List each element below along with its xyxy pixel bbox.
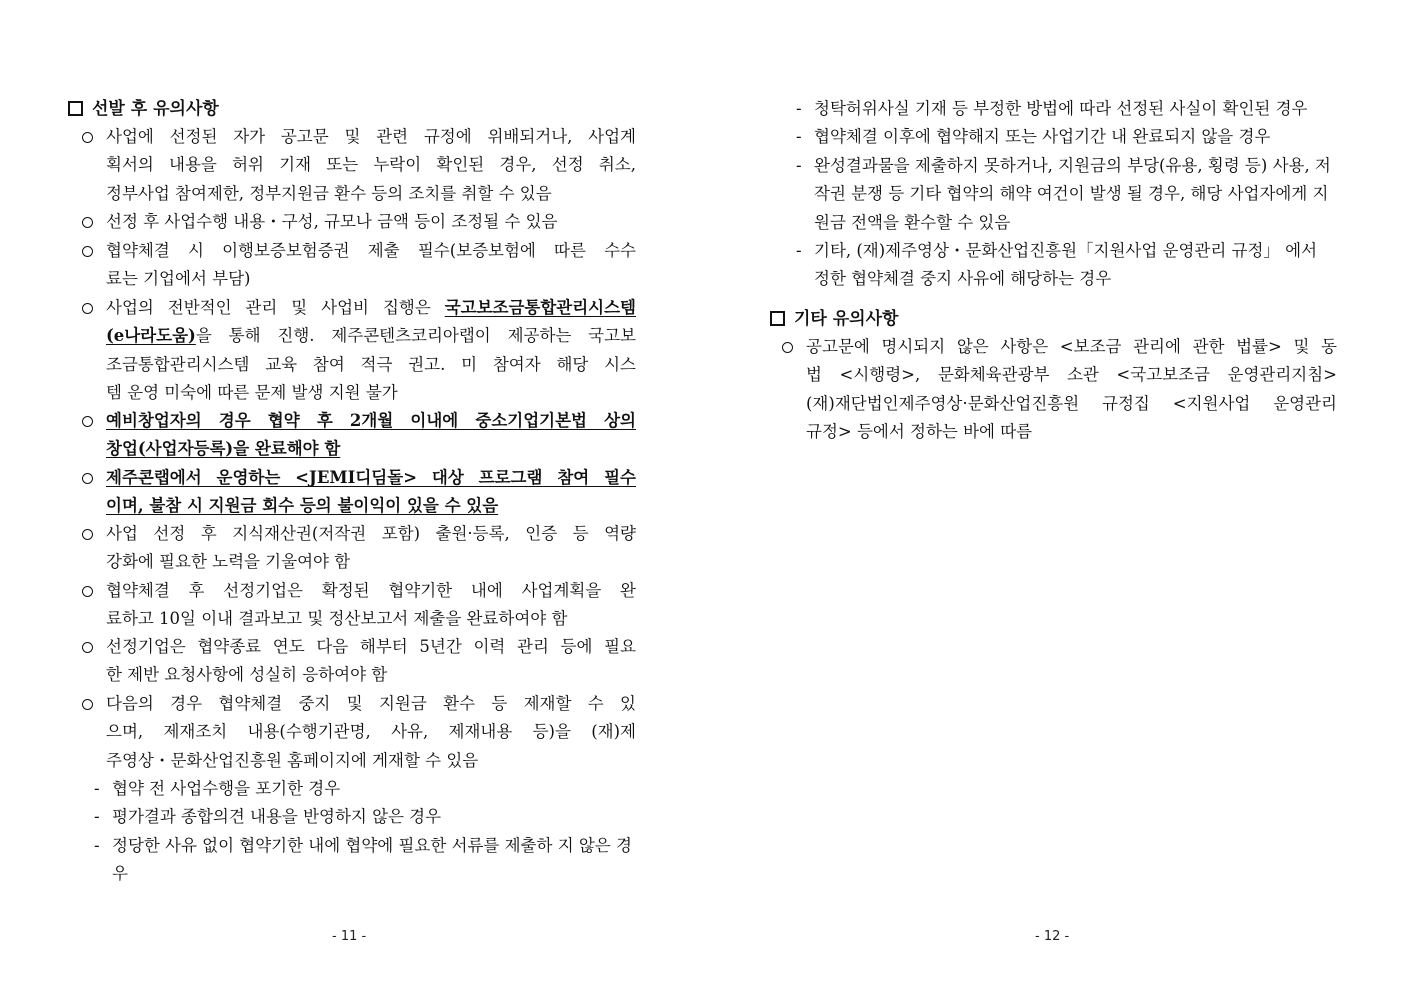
dash-item: - 협약체결 이후에 협약해지 또는 사업기간 내 완료되지 않을 경우 <box>796 127 1271 146</box>
list-item: 사업에 선정된 자가 공고문 및 관련 규정에 위배되거나, 사업계 획서의 내용을 허위 기재 또는 누락이 확인된 경우, 선정 취소, 정부사업 참여제한, 정부지원금 환수 등의 조치를 취할 수 있음 <box>82 123 636 208</box>
dash-item: - 협약 전 사업수행을 포기한 경우 <box>94 779 341 798</box>
list-item: 다음의 경우 협약체결 중지 및 지원금 환수 등 제재할 수 있 으며, 제재조치 내용(수행기관명, 사유, 제재내용 등)을 (재)제 주영상・문화산업진흥원 홈페이지에 게재할 수 있음 <box>82 690 636 775</box>
left-page <box>0 0 700 992</box>
list-item: 협약체결 후 선정기업은 확정된 협약기한 내에 사업계획을 완 료하고 10일 이내 결과보고 및 정산보고서 제출을 완료하여야 함 <box>82 577 636 634</box>
circle-bullet-icon <box>82 586 93 597</box>
list-item: 협약체결 시 이행보증보험증권 제출 필수(보증보험에 따른 수수 료는 기업에서 부담) <box>82 237 636 294</box>
dash-item: - 청탁허위사실 기재 등 부정한 방법에 따라 선정된 사실이 확인된 경우 <box>796 99 1308 118</box>
checkbox-square-icon <box>770 311 785 326</box>
circle-bullet-icon <box>82 416 93 427</box>
emphasis-system-name: 국고보조금통합관리시스템 <box>444 298 636 317</box>
circle-bullet-icon <box>82 303 93 314</box>
emphasis-system-short-name: (e나라도움) <box>106 326 196 346</box>
list-item-emphasized: 제주콘랩에서 운영하는 <JEMI디딤돌> 대상 프로그램 참여 필수 이며, 불참 시 지원금 회수 등의 불이익이 있을 수 있음 <box>82 464 636 521</box>
list-item: 선정기업은 협약종료 연도 다음 해부터 5년간 이력 관리 등에 필요 한 제반 요청사항에 성실히 응하여야 함 <box>82 633 636 690</box>
circle-bullet-icon <box>82 473 93 484</box>
page-number: - 11 - <box>332 929 367 944</box>
circle-bullet-icon <box>82 132 93 143</box>
dash-item: - 정당한 사유 없이 협약기한 내에 협약에 필요한 서류를 제출하 지 않은 경우 <box>94 836 632 884</box>
list-item: 사업 선정 후 지식재산권(저작권 포함) 출원·등록, 인증 등 역량 강화에 필요한 노력을 기울여야 함 <box>82 520 636 577</box>
circle-bullet-icon <box>82 217 93 228</box>
dash-item: - 완성결과물을 제출하지 못하거나, 지원금의 부당(유용, 횡령 등) 사용, 저작권 분쟁 등 기타 협약의 해약 여건이 발생 될 경우, 해당 사업자에게 지원금 전액을 환수할 수 있음 <box>796 156 1331 232</box>
dash-item: - 평가결과 종합의견 내용을 반영하지 않은 경우 <box>94 807 442 826</box>
right-page <box>701 0 1403 992</box>
circle-bullet-icon <box>82 529 93 540</box>
section-heading-post-selection: 선발 후 유의사항 <box>68 99 219 119</box>
list-item: 공고문에 명시되지 않은 사항은 <보조금 관리에 관한 법률> 및 동 법 <시행령>, 문화체육관광부 소관 <국고보조금 운영관리지침> (재)재단법인제주영상·문화산업진흥원 규정집 <지원사업 운영관리 규정> 등에서 정하는 바에 따름 <box>782 333 1337 446</box>
checkbox-square-icon <box>68 101 83 116</box>
circle-bullet-icon <box>82 642 93 653</box>
circle-bullet-icon <box>82 699 93 710</box>
list-item: 선정 후 사업수행 내용・구성, 규모나 금액 등이 조정될 수 있음 <box>82 208 636 236</box>
dash-item: - 기타, (재)제주영상・문화산업진흥원「지원사업 운영관리 규정」 에서 정한 협약체결 중지 사유에 해당하는 경우 <box>796 241 1318 289</box>
list-item: 사업의 전반적인 관리 및 사업비 집행은 국고보조금통합관리시스템 (e나라도움)을 통해 진행. 제주콘텐츠코리아랩이 제공하는 국고보 조금통합관리시스템 교육 참여 적극 권고. 미 참여자 해당 시스 템 운영 미숙에 따른 문제 발생 지원 불가 <box>82 294 636 407</box>
list-item-emphasized: 예비창업자의 경우 협약 후 2개월 이내에 중소기업기본법 상의 창업(사업자등록)을 완료해야 함 <box>82 407 636 464</box>
page-number: - 12 - <box>1035 929 1070 944</box>
circle-bullet-icon <box>782 342 793 353</box>
circle-bullet-icon <box>82 246 93 257</box>
section-heading-other-notes: 기타 유의사항 <box>770 309 898 329</box>
